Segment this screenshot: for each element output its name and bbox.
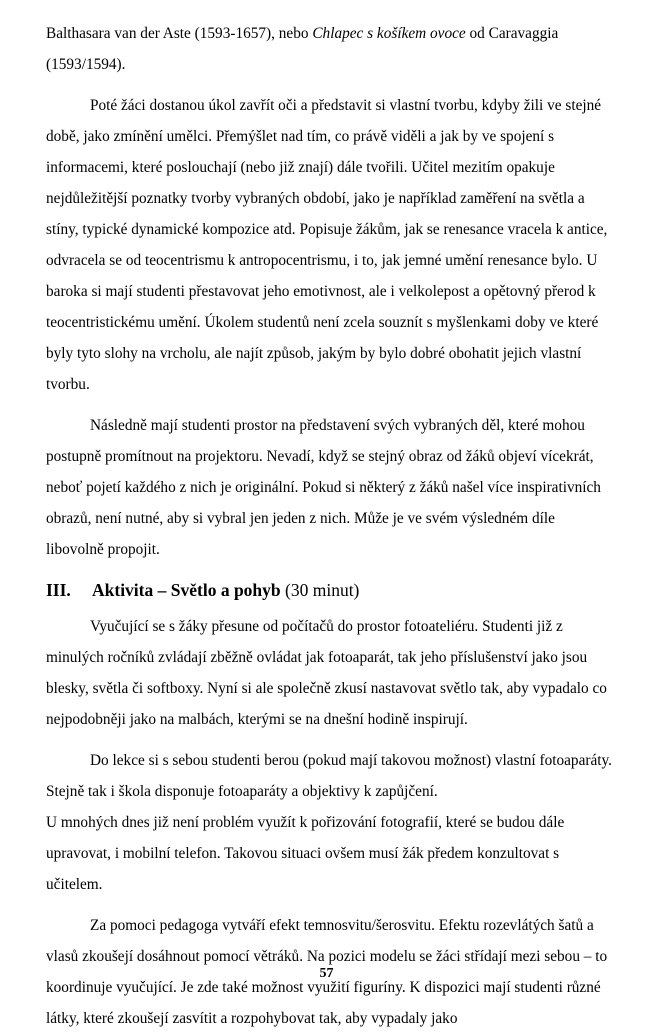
paragraph-text: U mnohých dnes již není problém využít k pořizování fotografií, které se budou dále upravovat, i mobilní telefon. Takovou situaci ovšem musí žák předem konzultovat s učitelem. <box>46 814 565 893</box>
paragraph-text: od Caravaggia (1593/1594). <box>46 25 559 73</box>
page-number: 57 <box>319 966 334 981</box>
artwork-title: Chlapec s košíkem ovoce <box>312 25 466 42</box>
document-page <box>46 18 612 1034</box>
paragraph-text: Do lekce si s sebou studenti berou (pokud mají takovou možnost) vlastní fotoaparáty. Stejně tak i škola disponuje fotoaparáty a objektivy k zapůjčení. <box>46 752 612 800</box>
section-title: Aktivita – Světlo a pohyb <box>92 580 281 600</box>
section-number: III. <box>46 580 71 600</box>
paragraph-studio: Vyučující se s žáky přesune od počítačů do prostor fotoateliéru. Studenti již z minulých ročníků zvládají zběžně ovládat jak fotoaparát, tak jeho příslušenství jako jsou blesky, světla či softboxy. Nyní si ale společně zkusí nastavovat světlo tak, aby vypadalo co nejpodobněji jako na malbách, kterými se na dnešní hodině inspirují. <box>46 618 607 728</box>
paragraph-continuation <box>46 18 612 80</box>
paragraph-imagination: Poté žáci dostanou úkol zavřít oči a představit si vlastní tvorbu, kdyby žili ve stejné době, jako zmínění umělci. Přemýšlet nad tím, co právě viděli a jak by ve spojení s informacemi, které poslouchají (nebo již znají) dále tvořili. Učitel mezitím opakuje nejdůležitější poznatky tvorby vybraných období, jako je například zaměření na světla a stíny, typické dynamické kompozice atd. Popisuje žákům, jak se renesance vracela k antice, odvracela se od teocentrismu k antropocentrismu, i to, jak jemné umění renesance bylo. U baroka si mají studenti přestavovat jeho emotivnost, ale i velkolepost a opětovný přerod k teocentristickému umění. Úkolem studentů není zcela souznít s myšlenkami doby ve které byly tyto slohy na vrcholu, ale najít způsob, jakým by bylo dobré obohatit jejich vlastní tvorbu. <box>46 97 608 393</box>
section-duration: (30 minut) <box>280 580 360 600</box>
paragraph-lighting: Za pomoci pedagoga vytváří efekt temnosvitu/šerosvitu. Efektu rozevlátých šatů a vlasů zkoušejí dosáhnout pomocí větráků. Na pozici modelu se žáci střídají mezi sebou – to koordinuje vyučující. Je zde také možnost využití figuríny. K dispozici mají studenti různé látky, které zkoušejí zasvítit a rozpohybovat tak, aby vypadaly jako <box>46 917 608 1027</box>
paragraph-cameras <box>46 745 612 900</box>
section-heading <box>46 575 612 605</box>
paragraph-text: Balthasara van der Aste (1593-1657), nebo <box>46 25 313 42</box>
paragraph-presentation: Následně mají studenti prostor na představení svých vybraných děl, které mohou postupně promítnout na projektoru. Nevadí, když se stejný obraz od žáků objeví vícekrát, neboť pojetí každého z nich je originální. Pokud si některý z žáků našel více inspirativních obrazů, není nutné, aby si vybral jen jeden z nich. Může je ve svém výsledném díle libovolně propojit. <box>46 417 601 558</box>
